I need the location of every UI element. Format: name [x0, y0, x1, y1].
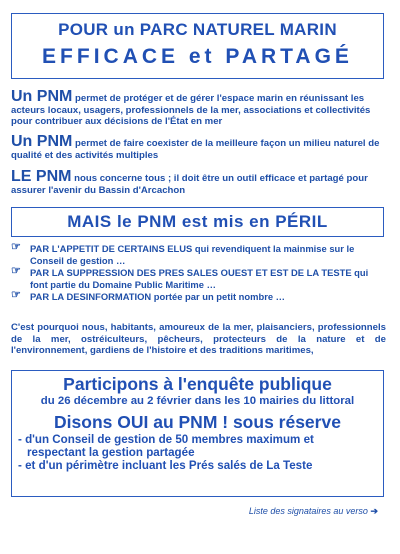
call-headline: Participons à l'enquête publique — [63, 374, 332, 394]
title-box — [11, 13, 384, 79]
bullet-text: PAR L'APPETIT DE CERTAINS ELUS qui revendiquent la mainmise sur le Conseil de gestion … — [30, 243, 355, 266]
title-line1: POUR un PARC NATUREL MARIN — [58, 20, 337, 39]
condition-text: - et d'un périmètre incluant les Prés salés de La Teste — [18, 459, 313, 472]
paragraph-lead: Un PNM — [11, 88, 73, 105]
paragraph-pnm-coexist — [11, 133, 386, 161]
condition-item — [12, 433, 383, 459]
condition-text-cont: respectant la gestion partagée — [27, 446, 195, 459]
paragraph-lead: LE PNM — [11, 168, 72, 185]
appeal-paragraph: C'est pourquoi nous, habitants, amoureux de la mer, plaisanciers, professionnels de la mer, ostréiculteurs, pêcheurs, protecteurs de la nature et de l'environnement, gardiens de l'histoire et des traditions maritimes, — [11, 322, 386, 357]
paragraph-text: permet de protéger et de gérer l'espace marin en réunissant les acteurs locaux, usagers, professionnels de la mer, associations et collectivités pour contribuer aux décisions de l'État en mer — [11, 93, 371, 128]
call-to-action-box — [11, 370, 384, 497]
peril-heading: MAIS le PNM est mis en PÉRIL — [67, 212, 328, 231]
bullet-item — [11, 267, 386, 290]
title-line2: EFFICACE et PARTAGÉ — [42, 45, 353, 68]
paragraph-text: permet de faire coexister de la meilleure façon un milieu naturel de qualité et des activités multiples — [11, 138, 380, 161]
paragraph-pnm-concerns — [11, 168, 386, 196]
paragraph-pnm-protect — [11, 88, 386, 128]
condition-item — [12, 459, 383, 472]
bullet-item — [11, 243, 386, 266]
pointing-hand-icon: ☞ — [11, 289, 21, 301]
bullet-list — [11, 243, 386, 304]
bullet-text: PAR LA SUPPRESSION DES PRES SALES OUEST ET EST DE LA TESTE qui font partie du Domaine Public Maritime … — [30, 267, 369, 290]
paragraph-lead: Un PNM — [11, 133, 73, 150]
call-vote: Disons OUI au PNM ! sous réserve — [54, 412, 341, 432]
call-dates: du 26 décembre au 2 février dans les 10 mairies du littoral — [40, 395, 355, 407]
bullet-text: PAR LA DESINFORMATION portée par un petit nombre … — [30, 291, 286, 302]
signatories-note — [249, 506, 378, 517]
pointing-hand-icon: ☞ — [11, 265, 21, 277]
signatories-text: Liste des signataires au verso — [248, 506, 368, 516]
pointing-hand-icon: ☞ — [11, 241, 21, 253]
paragraph-text: nous concerne tous ; il doit être un outil efficace et partagé pour assurer l'avenir du Bassin d'Arcachon — [11, 173, 368, 196]
peril-box — [11, 207, 384, 237]
condition-text: - d'un Conseil de gestion de 50 membres maximum et — [18, 433, 314, 446]
bullet-item — [11, 291, 386, 303]
arrow-right-icon: ➔ — [370, 506, 378, 516]
